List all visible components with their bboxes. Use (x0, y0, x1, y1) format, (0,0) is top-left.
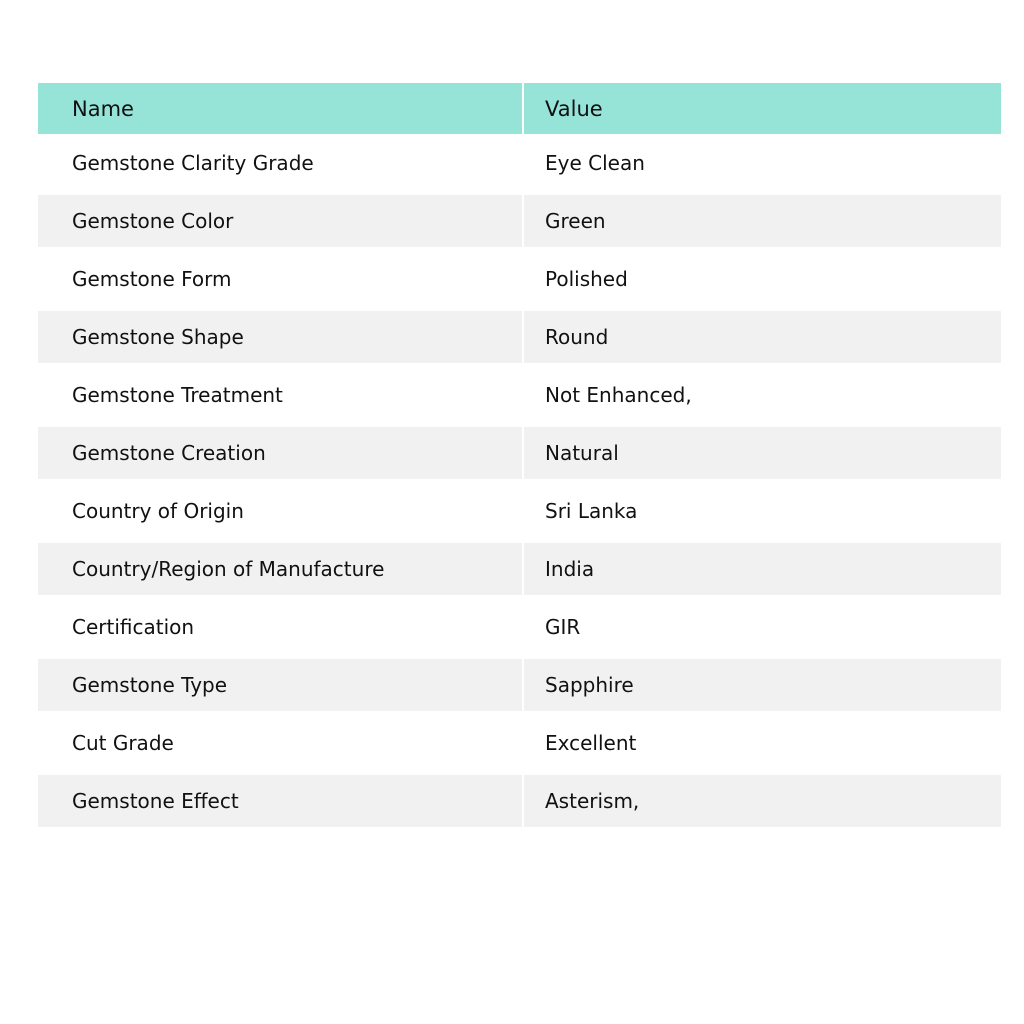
row-value-cell: Excellent (545, 731, 637, 755)
row-value-cell: Not Enhanced, (545, 383, 692, 407)
row-name-cell: Gemstone Color (72, 209, 234, 233)
row-value-cell: Sri Lanka (545, 499, 638, 523)
row-name-cell: Country of Origin (72, 499, 244, 523)
row-value-cell: Round (545, 325, 609, 349)
table-row (38, 308, 1001, 366)
row-name-cell: Cut Grade (72, 731, 174, 755)
table-header-row (38, 83, 1001, 134)
table-row (38, 134, 1001, 192)
row-value-cell: Sapphire (545, 673, 634, 697)
row-name-cell: Country/Region of Manufacture (72, 557, 385, 581)
row-value-cell: Eye Clean (545, 151, 645, 175)
row-name-cell: Gemstone Type (72, 673, 228, 697)
row-name-cell: Gemstone Clarity Grade (72, 151, 314, 175)
column-header-name: Name (72, 96, 134, 121)
column-header-value: Value (545, 96, 603, 121)
table-row (38, 192, 1001, 250)
table-row (38, 772, 1001, 830)
table-row (38, 598, 1001, 656)
row-name-cell: Gemstone Effect (72, 789, 239, 813)
table-row (38, 250, 1001, 308)
row-name-cell: Gemstone Creation (72, 441, 266, 465)
item-specifics-table (38, 83, 1001, 830)
table-row (38, 656, 1001, 714)
row-value-cell: Asterism, (545, 789, 640, 813)
row-value-cell: India (545, 557, 595, 581)
row-value-cell: Natural (545, 441, 619, 465)
row-value-cell: Polished (545, 267, 628, 291)
row-value-cell: GIR (545, 615, 581, 639)
table-row (38, 540, 1001, 598)
row-name-cell: Certification (72, 615, 195, 639)
column-divider (522, 83, 524, 830)
row-name-cell: Gemstone Shape (72, 325, 244, 349)
row-value-cell: Green (545, 209, 606, 233)
table-row (38, 424, 1001, 482)
row-name-cell: Gemstone Form (72, 267, 232, 291)
row-name-cell: Gemstone Treatment (72, 383, 283, 407)
table-row (38, 714, 1001, 772)
table-row (38, 366, 1001, 424)
table-row (38, 482, 1001, 540)
